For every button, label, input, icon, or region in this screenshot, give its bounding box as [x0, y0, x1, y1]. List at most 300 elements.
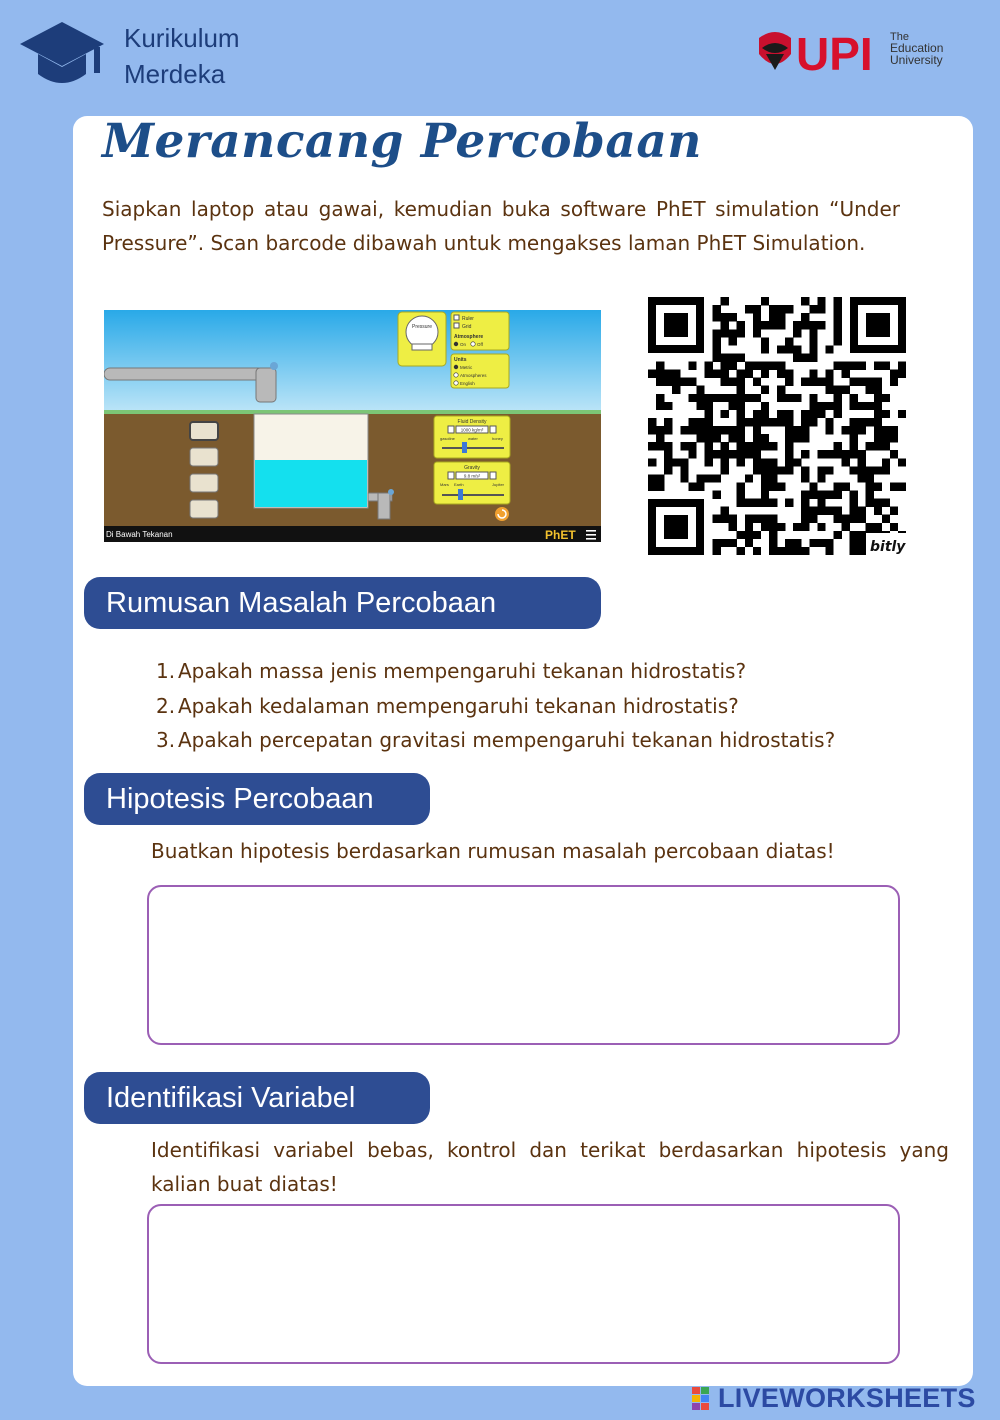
section-heading-problem: Rumusan Masalah Percobaan — [84, 577, 601, 629]
qr-module — [833, 482, 841, 490]
qr-module — [745, 305, 753, 313]
qr-module — [648, 442, 656, 450]
qr-module — [729, 515, 737, 523]
qr-module — [817, 297, 825, 305]
qr-module — [898, 458, 906, 466]
qr-module — [801, 507, 809, 515]
qr-module — [696, 482, 704, 490]
qr-module — [656, 394, 664, 402]
qr-module — [656, 378, 664, 386]
qr-module — [696, 402, 704, 410]
bitly-logo: bitly — [870, 539, 906, 555]
qr-module — [737, 394, 745, 402]
qr-module — [721, 313, 729, 321]
qr-module — [777, 362, 785, 370]
qr-module — [761, 297, 769, 305]
qr-module — [696, 418, 704, 426]
qr-module — [874, 466, 882, 474]
qr-module — [882, 515, 890, 523]
qr-module — [656, 370, 664, 378]
qr-module — [729, 353, 737, 361]
qr-module — [656, 482, 664, 490]
qr-module — [737, 353, 745, 361]
list-item-number: 3. — [156, 728, 176, 752]
qr-module — [656, 442, 664, 450]
qr-module — [753, 515, 761, 523]
qr-module — [753, 329, 761, 337]
qr-module — [753, 362, 761, 370]
qr-module — [680, 458, 688, 466]
qr-module — [704, 458, 712, 466]
qr-module — [874, 499, 882, 507]
qr-module — [729, 394, 737, 402]
qr-module — [737, 386, 745, 394]
qr-module — [842, 450, 850, 458]
qr-module — [704, 370, 712, 378]
graduation-cap-icon — [18, 20, 106, 90]
qr-module — [761, 442, 769, 450]
qr-module — [858, 378, 866, 386]
qr-module — [882, 362, 890, 370]
qr-module — [761, 458, 769, 466]
qr-module — [713, 353, 721, 361]
list-item-text: Apakah massa jenis mempengaruhi tekanan hidrostatis? — [178, 659, 747, 683]
qr-module — [672, 378, 680, 386]
qr-module — [729, 329, 737, 337]
qr-module — [704, 434, 712, 442]
qr-module — [761, 402, 769, 410]
qr-module — [793, 458, 801, 466]
qr-module — [704, 410, 712, 418]
qr-module — [648, 370, 656, 378]
qr-module — [785, 442, 793, 450]
qr-module — [721, 394, 729, 402]
qr-module — [817, 402, 825, 410]
qr-module — [801, 321, 809, 329]
qr-module — [866, 482, 874, 490]
list-item-number: 2. — [156, 693, 176, 718]
fluid-density-max-label: honey — [492, 436, 503, 441]
variables-answer-box[interactable] — [147, 1204, 900, 1364]
qr-module — [785, 434, 793, 442]
qr-module — [785, 458, 793, 466]
qr-module — [753, 466, 761, 474]
qr-module — [713, 539, 721, 547]
qr-module — [825, 507, 833, 515]
qr-module — [769, 458, 777, 466]
qr-module — [817, 410, 825, 418]
qr-module — [737, 491, 745, 499]
qr-module — [825, 450, 833, 458]
qr-module — [721, 362, 729, 370]
qr-module — [704, 442, 712, 450]
qr-module — [769, 305, 777, 313]
qr-module — [753, 394, 761, 402]
qr-module — [898, 370, 906, 378]
qr-module — [825, 345, 833, 353]
qr-module — [866, 402, 874, 410]
qr-module — [664, 402, 672, 410]
atmosphere-off-label: Off — [477, 342, 483, 347]
qr-module — [680, 426, 688, 434]
gravity-label: Gravity — [464, 465, 480, 471]
qr-module — [850, 378, 858, 386]
qr-module — [729, 313, 737, 321]
qr-module — [713, 394, 721, 402]
upi-logo — [756, 24, 966, 80]
qr-module — [858, 474, 866, 482]
qr-module — [721, 458, 729, 466]
qr-module — [777, 370, 785, 378]
qr-module — [753, 531, 761, 539]
qr-module — [753, 321, 761, 329]
qr-module — [801, 491, 809, 499]
qr-module — [761, 434, 769, 442]
qr-module — [696, 426, 704, 434]
phet-logo: PhET — [545, 528, 576, 542]
qr-module — [737, 434, 745, 442]
qr-module — [664, 442, 672, 450]
fluid-density-min-label: gasoline — [440, 436, 455, 441]
qr-module — [842, 458, 850, 466]
qr-module — [785, 466, 793, 474]
list-item-number: 1. — [156, 659, 176, 683]
qr-module — [866, 442, 874, 450]
qr-module — [721, 297, 729, 305]
qr-module — [842, 523, 850, 531]
qr-module — [801, 353, 809, 361]
unit-english-label: English — [460, 381, 475, 386]
qr-module — [866, 491, 874, 499]
qr-module — [713, 515, 721, 523]
qr-module — [817, 305, 825, 313]
qr-module — [882, 426, 890, 434]
qr-module — [769, 531, 777, 539]
qr-module — [801, 297, 809, 305]
qr-module — [680, 442, 688, 450]
qr-module — [874, 507, 882, 515]
qr-module — [793, 329, 801, 337]
qr-module — [850, 491, 858, 499]
qr-module — [833, 442, 841, 450]
qr-module — [680, 474, 688, 482]
qr-module — [721, 321, 729, 329]
qr-module — [761, 386, 769, 394]
qr-code — [648, 297, 906, 555]
qr-module — [890, 523, 898, 531]
qr-module — [882, 442, 890, 450]
qr-module — [696, 474, 704, 482]
qr-module — [777, 410, 785, 418]
list-item-text: Apakah percepatan gravitasi mempengaruhi tekanan hidrostatis? — [178, 728, 836, 752]
qr-module — [850, 531, 858, 539]
qr-module — [737, 482, 745, 490]
qr-module — [664, 458, 672, 466]
gravity-min-label: Mars — [440, 482, 449, 487]
qr-module — [809, 378, 817, 386]
qr-module — [688, 482, 696, 490]
qr-module — [704, 426, 712, 434]
qr-module — [761, 345, 769, 353]
qr-module — [801, 450, 809, 458]
qr-module — [825, 491, 833, 499]
qr-module — [858, 507, 866, 515]
qr-module — [850, 547, 858, 555]
qr-module — [704, 394, 712, 402]
qr-module — [721, 539, 729, 547]
page-title: Merancang Percobaan — [102, 114, 702, 169]
qr-module — [745, 539, 753, 547]
qr-module — [809, 539, 817, 547]
qr-module — [777, 305, 785, 313]
qr-module — [777, 313, 785, 321]
qr-module — [809, 337, 817, 345]
qr-module — [850, 362, 858, 370]
qr-module — [825, 418, 833, 426]
qr-module — [761, 499, 769, 507]
qr-module — [882, 410, 890, 418]
qr-module — [785, 305, 793, 313]
qr-module — [809, 305, 817, 313]
qr-module — [817, 499, 825, 507]
qr-module — [801, 313, 809, 321]
qr-module — [793, 353, 801, 361]
qr-module — [704, 450, 712, 458]
qr-module — [858, 402, 866, 410]
qr-module — [664, 466, 672, 474]
qr-module — [801, 466, 809, 474]
qr-module — [656, 362, 664, 370]
qr-module — [753, 458, 761, 466]
gravity-value: 9.8 m/s² — [463, 473, 481, 479]
qr-module — [737, 321, 745, 329]
qr-module — [737, 499, 745, 507]
qr-module — [801, 547, 809, 555]
curriculum-line-2: Merdeka — [124, 59, 226, 89]
qr-module — [785, 499, 793, 507]
qr-module — [737, 531, 745, 539]
qr-module — [785, 394, 793, 402]
qr-module — [801, 523, 809, 531]
atmosphere-on-label: On — [460, 342, 467, 347]
fluid-density-label: Fluid Density — [457, 419, 487, 425]
qr-module — [866, 523, 874, 531]
qr-module — [745, 499, 753, 507]
qr-module — [745, 442, 753, 450]
qr-module — [721, 507, 729, 515]
qr-module — [809, 482, 817, 490]
qr-module — [842, 370, 850, 378]
qr-module — [761, 321, 769, 329]
variables-instruction: Identifikasi variabel bebas, kontrol dan terikat berdasarkan hipotesis yang kalian buat diatas! — [151, 1138, 949, 1196]
qr-module — [858, 466, 866, 474]
qr-module — [721, 450, 729, 458]
units-label: Units — [454, 357, 467, 363]
section-heading-hypothesis: Hipotesis Percobaan — [84, 773, 430, 825]
qr-module — [801, 418, 809, 426]
qr-module — [777, 547, 785, 555]
qr-module — [858, 547, 866, 555]
qr-module — [721, 442, 729, 450]
qr-module — [833, 362, 841, 370]
qr-module — [721, 515, 729, 523]
qr-module — [793, 426, 801, 434]
qr-module — [704, 362, 712, 370]
qr-module — [777, 394, 785, 402]
qr-module — [785, 410, 793, 418]
curriculum-line-1: Kurikulum — [124, 23, 240, 53]
qr-module — [785, 426, 793, 434]
qr-module — [874, 426, 882, 434]
qr-module — [801, 499, 809, 507]
qr-module — [801, 410, 809, 418]
qr-module — [721, 466, 729, 474]
qr-module — [737, 458, 745, 466]
qr-module — [785, 418, 793, 426]
qr-module — [882, 394, 890, 402]
qr-module — [745, 418, 753, 426]
qr-module — [874, 362, 882, 370]
qr-module — [842, 482, 850, 490]
qr-module — [842, 515, 850, 523]
qr-module — [850, 499, 858, 507]
qr-module — [817, 378, 825, 386]
qr-module — [858, 515, 866, 523]
qr-module — [648, 458, 656, 466]
qr-module — [745, 515, 753, 523]
qr-module — [761, 418, 769, 426]
qr-module — [721, 426, 729, 434]
qr-module — [874, 482, 882, 490]
qr-module — [777, 523, 785, 531]
qr-module — [761, 482, 769, 490]
qr-module — [745, 474, 753, 482]
qr-module — [696, 434, 704, 442]
curriculum-label — [124, 20, 240, 92]
qr-module — [648, 426, 656, 434]
qr-module — [858, 450, 866, 458]
qr-module — [833, 507, 841, 515]
hypothesis-answer-box[interactable] — [147, 885, 900, 1045]
qr-module — [833, 321, 841, 329]
qr-module — [842, 426, 850, 434]
qr-module — [704, 402, 712, 410]
qr-module — [737, 442, 745, 450]
qr-module — [713, 491, 721, 499]
qr-module — [850, 539, 858, 547]
qr-module — [761, 466, 769, 474]
qr-module — [745, 531, 753, 539]
qr-module — [753, 410, 761, 418]
qr-module — [753, 313, 761, 321]
qr-module — [761, 362, 769, 370]
qr-module — [785, 345, 793, 353]
qr-module — [753, 378, 761, 386]
upi-wordmark: UPI — [796, 28, 873, 80]
qr-module — [753, 305, 761, 313]
qr-module — [817, 450, 825, 458]
qr-module — [761, 523, 769, 531]
qr-module — [729, 362, 737, 370]
qr-module — [769, 313, 777, 321]
qr-module — [801, 474, 809, 482]
qr-module — [890, 370, 898, 378]
qr-module — [729, 402, 737, 410]
qr-module — [833, 329, 841, 337]
simulation-caption: Di Bawah Tekanan — [106, 530, 173, 539]
gravity-max-label: Jupiter — [492, 482, 505, 487]
qr-module — [729, 434, 737, 442]
qr-module — [809, 507, 817, 515]
qr-module — [664, 418, 672, 426]
hypothesis-instruction: Buatkan hipotesis berdasarkan rumusan masalah percobaan diatas! — [151, 839, 835, 863]
upi-tag-3: University — [890, 53, 943, 67]
qr-module — [769, 321, 777, 329]
qr-module — [874, 523, 882, 531]
qr-module — [817, 474, 825, 482]
qr-module — [769, 499, 777, 507]
qr-module — [696, 394, 704, 402]
qr-module — [809, 410, 817, 418]
qr-module — [713, 426, 721, 434]
qr-module — [753, 547, 761, 555]
qr-module — [713, 474, 721, 482]
qr-module — [825, 386, 833, 394]
qr-module — [729, 426, 737, 434]
qr-module — [729, 378, 737, 386]
unit-metric-label: Metric — [460, 365, 473, 370]
qr-module — [745, 394, 753, 402]
qr-module — [850, 466, 858, 474]
qr-module — [866, 378, 874, 386]
qr-module — [801, 515, 809, 523]
qr-module — [833, 394, 841, 402]
qr-module — [809, 353, 817, 361]
qr-module — [833, 531, 841, 539]
qr-module — [704, 474, 712, 482]
qr-module — [898, 362, 906, 370]
pressure-gauge-label: Pressure — [411, 324, 433, 330]
qr-module — [713, 370, 721, 378]
upi-emblem-icon — [759, 32, 791, 70]
intro-paragraph: Siapkan laptop atau gawai, kemudian buka software PhET simulation “Under Pressure”. Scan barcode dibawah untuk mengakses laman PhET Simulation. — [102, 197, 900, 255]
qr-module — [729, 539, 737, 547]
phet-simulation-screenshot — [104, 310, 601, 542]
qr-module — [745, 370, 753, 378]
qr-module — [801, 378, 809, 386]
qr-module — [761, 337, 769, 345]
menu-icon — [586, 530, 596, 540]
qr-module — [737, 402, 745, 410]
qr-module — [866, 474, 874, 482]
qr-module — [874, 434, 882, 442]
qr-module — [753, 418, 761, 426]
qr-module — [777, 418, 785, 426]
qr-module — [833, 410, 841, 418]
qr-module — [753, 426, 761, 434]
qr-module — [809, 370, 817, 378]
upi-tag-1: The — [890, 31, 909, 43]
qr-module — [833, 450, 841, 458]
qr-module — [656, 474, 664, 482]
qr-module — [721, 378, 729, 386]
qr-module — [825, 426, 833, 434]
qr-module — [850, 418, 858, 426]
qr-module — [729, 450, 737, 458]
qr-module — [769, 539, 777, 547]
qr-module — [850, 450, 858, 458]
qr-module — [858, 531, 866, 539]
